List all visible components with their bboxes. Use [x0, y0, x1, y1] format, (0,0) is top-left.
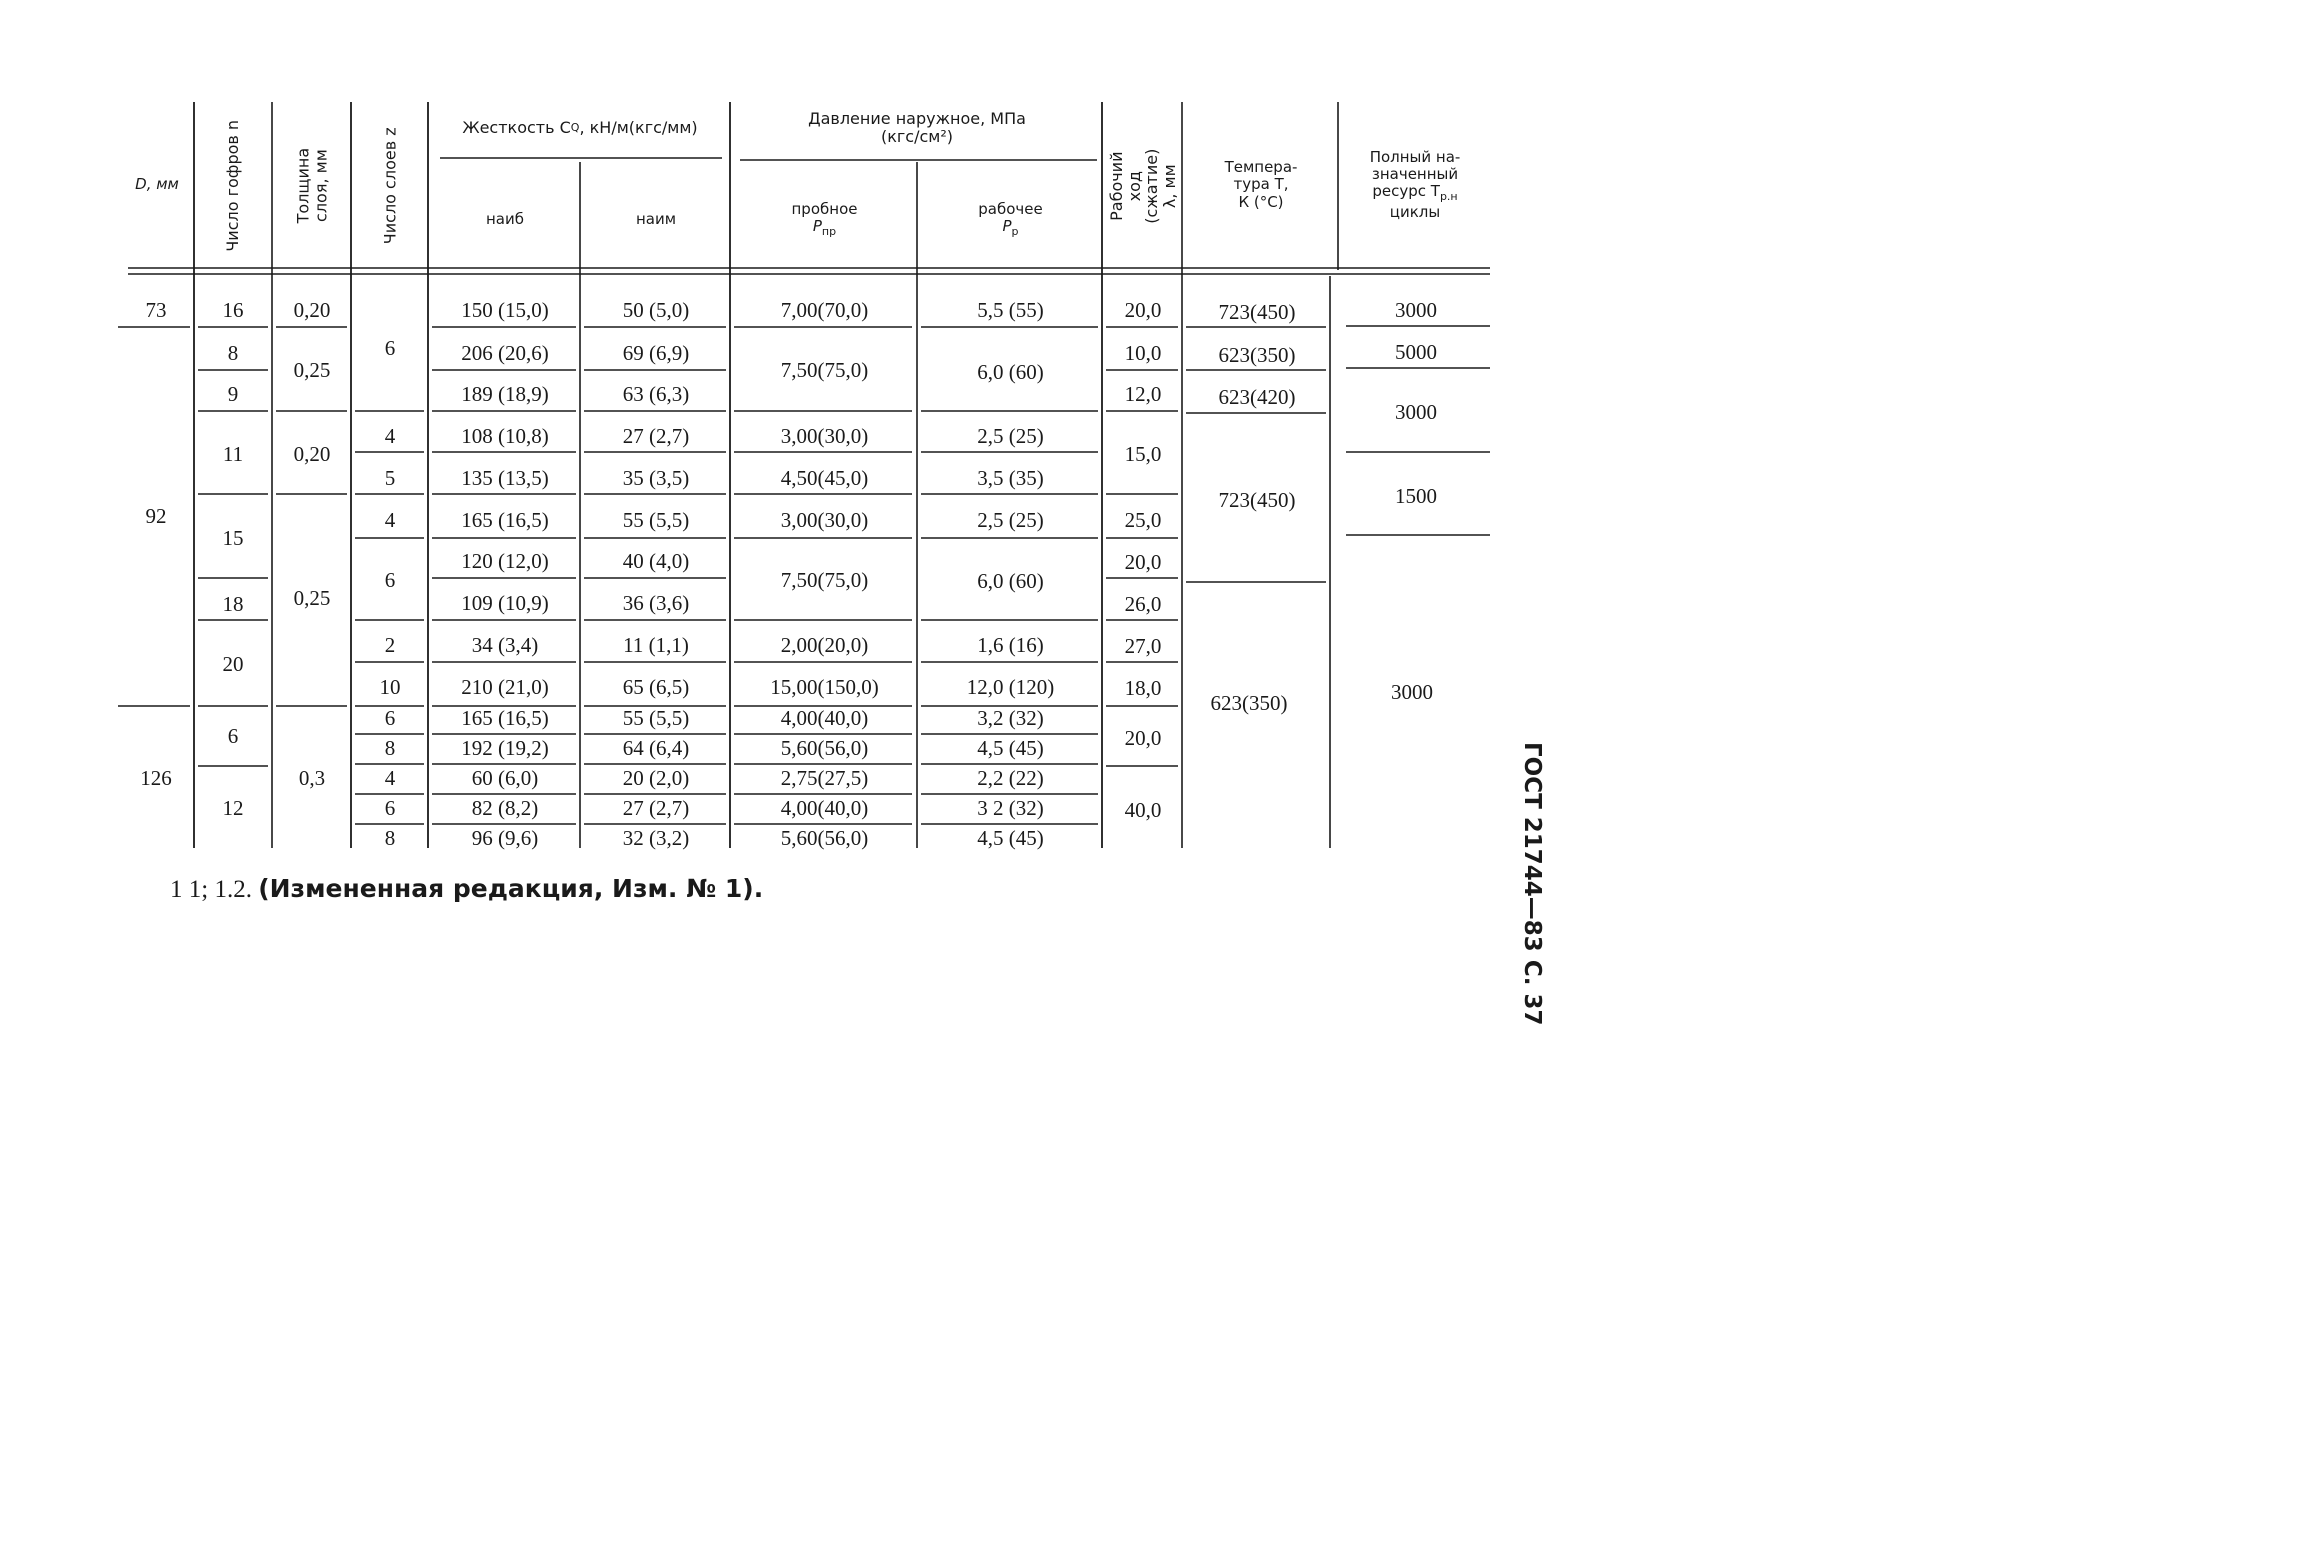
header-d: D, мм — [135, 175, 179, 194]
cell-stroke: 20,0 — [1124, 725, 1162, 750]
cell-p-test: 5,60(56,0) — [780, 825, 869, 850]
cell-c-min: 20 (2,0) — [622, 765, 690, 790]
cell-p-work: 3 2 (32) — [977, 795, 1044, 820]
header-stiffness-sub: Q — [570, 120, 580, 134]
cell-p-test: 5,60(56,0) — [780, 735, 869, 760]
header-test-sub: пр — [821, 225, 837, 239]
cell-z: 6 — [384, 795, 396, 820]
cell-p-work: 2,5 (25) — [977, 423, 1044, 448]
cell-p-work: 2,2 (22) — [977, 765, 1044, 790]
cell-p-test: 3,00(30,0) — [780, 423, 869, 448]
cell-p-test: 7,00(70,0) — [780, 297, 869, 322]
cell-c-max: 60 (6,0) — [471, 765, 539, 790]
header-resource-line1: Полный на- — [1369, 147, 1461, 166]
cell-c-max: 96 (9,6) — [471, 825, 539, 850]
header-temp-line2: тура T, — [1233, 175, 1289, 194]
cell-c-min: 32 (3,2) — [622, 825, 690, 850]
cell-z: 2 — [384, 632, 396, 657]
header-test-symbol — [813, 218, 836, 239]
cell-z: 6 — [384, 567, 396, 592]
cell-c-min: 65 (6,5) — [622, 674, 690, 699]
cell-n: 16 — [222, 297, 244, 322]
cell-c-max: 165 (16,5) — [461, 507, 549, 532]
cell-stroke: 12,0 — [1124, 381, 1162, 406]
cell-z: 6 — [384, 705, 396, 730]
cell-n: 18 — [222, 591, 244, 616]
cell-n: 20 — [222, 651, 244, 676]
header-work — [919, 190, 1102, 250]
cell-stroke: 20,0 — [1124, 297, 1162, 322]
header-pressure-line1: Давление наружное, МПа — [808, 108, 1026, 128]
cell-c-min: 69 (6,9) — [622, 340, 690, 365]
cell-p-test: 7,50(75,0) — [780, 567, 869, 592]
cell-c-max: 34 (3,4) — [471, 632, 539, 657]
cell-n: 12 — [222, 795, 244, 820]
cell-d: 92 — [145, 503, 167, 528]
cell-stroke: 25,0 — [1124, 507, 1162, 532]
cell-stroke: 15,0 — [1124, 441, 1162, 466]
cell-c-max: 135 (13,5) — [461, 465, 549, 490]
cell-c-min: 27 (2,7) — [622, 423, 690, 448]
cell-c-min: 64 (6,4) — [622, 735, 690, 760]
cell-d: 73 — [145, 297, 167, 322]
header-resource-sub: р.н — [1439, 190, 1458, 204]
cell-resource: 3000 — [1395, 399, 1437, 424]
cell-c-max: 82 (8,2) — [471, 795, 539, 820]
header-pressure-line2: (кгс/см²) — [880, 127, 954, 146]
cell-p-work: 6,0 (60) — [977, 568, 1044, 593]
header-test-label: пробное — [791, 200, 858, 219]
header-thickness-label: Толщина слоя, мм — [293, 148, 330, 224]
header-n — [196, 104, 270, 268]
cell-c-max: 109 (10,9) — [461, 590, 549, 615]
cell-p-work: 12,0 (120) — [966, 674, 1055, 699]
header-work-label: рабочее — [978, 200, 1043, 219]
cell-c-max: 206 (20,6) — [461, 340, 549, 365]
header-resource-label: ресурс T — [1372, 182, 1440, 201]
header-pressure — [732, 106, 1102, 150]
cell-c-max: 120 (12,0) — [461, 548, 549, 573]
cell-c-max: 150 (15,0) — [461, 297, 549, 322]
header-stroke — [1104, 104, 1182, 268]
cell-resource: 3000 — [1395, 297, 1437, 322]
header-stroke-label: Рабочий ход (сжатие) λ, мм — [1106, 148, 1179, 224]
cell-thickness: 0,20 — [293, 297, 331, 322]
cell-c-min: 35 (3,5) — [622, 465, 690, 490]
cell-c-max: 192 (19,2) — [461, 735, 549, 760]
cell-z: 8 — [384, 825, 396, 850]
side-page-label: ГОСТ 21744—83 С. 37 — [1519, 742, 1545, 1026]
cell-p-test: 2,75(27,5) — [780, 765, 869, 790]
cell-z: 6 — [384, 335, 396, 360]
cell-c-max: 189 (18,9) — [461, 381, 549, 406]
header-stiffness-label: Жесткость C — [462, 117, 571, 137]
header-temp — [1184, 150, 1338, 220]
cell-n: 8 — [227, 340, 239, 365]
cell-temp: 623(350) — [1218, 342, 1296, 367]
cell-p-work: 4,5 (45) — [977, 735, 1044, 760]
header-resource-line2: значенный — [1371, 165, 1459, 184]
cell-n: 6 — [227, 723, 239, 748]
cell-c-max: 165 (16,5) — [461, 705, 549, 730]
cell-resource: 1500 — [1395, 483, 1437, 508]
cell-stroke: 40,0 — [1124, 797, 1162, 822]
header-min: наим — [635, 210, 677, 229]
header-n-label: Число гофров n — [223, 120, 243, 252]
cell-p-test: 4,00(40,0) — [780, 705, 869, 730]
cell-n: 9 — [227, 381, 239, 406]
footnote-prefix: 1 1; 1.2. — [170, 876, 252, 903]
cell-p-test: 15,00(150,0) — [770, 674, 879, 699]
cell-c-min: 40 (4,0) — [622, 548, 690, 573]
cell-z: 5 — [384, 465, 396, 490]
cell-temp: 623(350) — [1210, 690, 1288, 715]
header-temp-line1: Темпера- — [1224, 158, 1298, 177]
cell-n: 15 — [222, 525, 244, 550]
cell-c-min: 11 (1,1) — [623, 632, 689, 657]
cell-thickness: 0,20 — [293, 441, 331, 466]
header-stiffness-unit: , кН/м(кгс/мм) — [579, 117, 698, 137]
cell-stroke: 10,0 — [1124, 340, 1162, 365]
cell-c-min: 63 (6,3) — [622, 381, 690, 406]
cell-p-work: 1,6 (16) — [977, 632, 1044, 657]
header-work-symbol — [1002, 218, 1018, 239]
cell-c-min: 55 (5,5) — [622, 705, 690, 730]
header-thickness — [274, 104, 350, 268]
cell-p-work: 6,0 (60) — [977, 359, 1044, 384]
cell-temp: 723(450) — [1218, 487, 1296, 512]
cell-p-test: 4,50(45,0) — [780, 465, 869, 490]
cell-temp: 723(450) — [1218, 299, 1296, 324]
header-max: наиб — [486, 210, 524, 229]
header-resource — [1340, 140, 1490, 230]
cell-p-work: 3,5 (35) — [977, 465, 1044, 490]
cell-p-work: 3,2 (32) — [977, 705, 1044, 730]
header-z — [353, 104, 427, 268]
cell-stroke: 27,0 — [1124, 633, 1162, 658]
cell-p-test: 3,00(30,0) — [780, 507, 869, 532]
cell-thickness: 0,3 — [298, 765, 326, 790]
footnote — [170, 874, 763, 904]
header-test-sym: P — [812, 217, 822, 236]
cell-d: 126 — [140, 765, 172, 790]
cell-c-min: 55 (5,5) — [622, 507, 690, 532]
header-temp-line3: К (°С) — [1238, 192, 1284, 211]
header-test — [732, 190, 917, 250]
cell-p-test: 7,50(75,0) — [780, 357, 869, 382]
cell-c-max: 108 (10,8) — [461, 423, 549, 448]
cell-c-max: 210 (21,0) — [461, 674, 549, 699]
cell-c-min: 50 (5,0) — [622, 297, 690, 322]
cell-resource: 5000 — [1395, 339, 1437, 364]
cell-p-work: 5,5 (55) — [977, 297, 1044, 322]
header-z-label: Число слоев z — [380, 127, 400, 245]
header-resource-line3 — [1372, 183, 1457, 204]
cell-c-min: 27 (2,7) — [622, 795, 690, 820]
cell-z: 8 — [384, 735, 396, 760]
cell-z: 10 — [379, 674, 401, 699]
cell-stroke: 26,0 — [1124, 591, 1162, 616]
header-resource-line4: циклы — [1389, 202, 1441, 221]
cell-p-test: 2,00(20,0) — [780, 632, 869, 657]
header-stiffness — [430, 108, 730, 148]
header-work-sym: P — [1002, 217, 1012, 236]
cell-n: 11 — [222, 441, 244, 466]
cell-stroke: 18,0 — [1124, 675, 1162, 700]
cell-z: 4 — [384, 765, 396, 790]
cell-temp: 623(420) — [1218, 384, 1296, 409]
cell-p-test: 4,00(40,0) — [780, 795, 869, 820]
cell-c-min: 36 (3,6) — [622, 590, 690, 615]
cell-z: 4 — [384, 423, 396, 448]
cell-thickness: 0,25 — [293, 357, 331, 382]
cell-z: 4 — [384, 507, 396, 532]
footnote-text: (Измененная редакция, Изм. № 1). — [258, 874, 764, 903]
cell-p-work: 4,5 (45) — [977, 825, 1044, 850]
cell-stroke: 20,0 — [1124, 549, 1162, 574]
cell-thickness: 0,25 — [293, 585, 331, 610]
document-page — [0, 0, 1565, 1051]
header-work-sub: р — [1011, 225, 1019, 239]
cell-p-work: 2,5 (25) — [977, 507, 1044, 532]
cell-resource: 3000 — [1391, 679, 1433, 704]
